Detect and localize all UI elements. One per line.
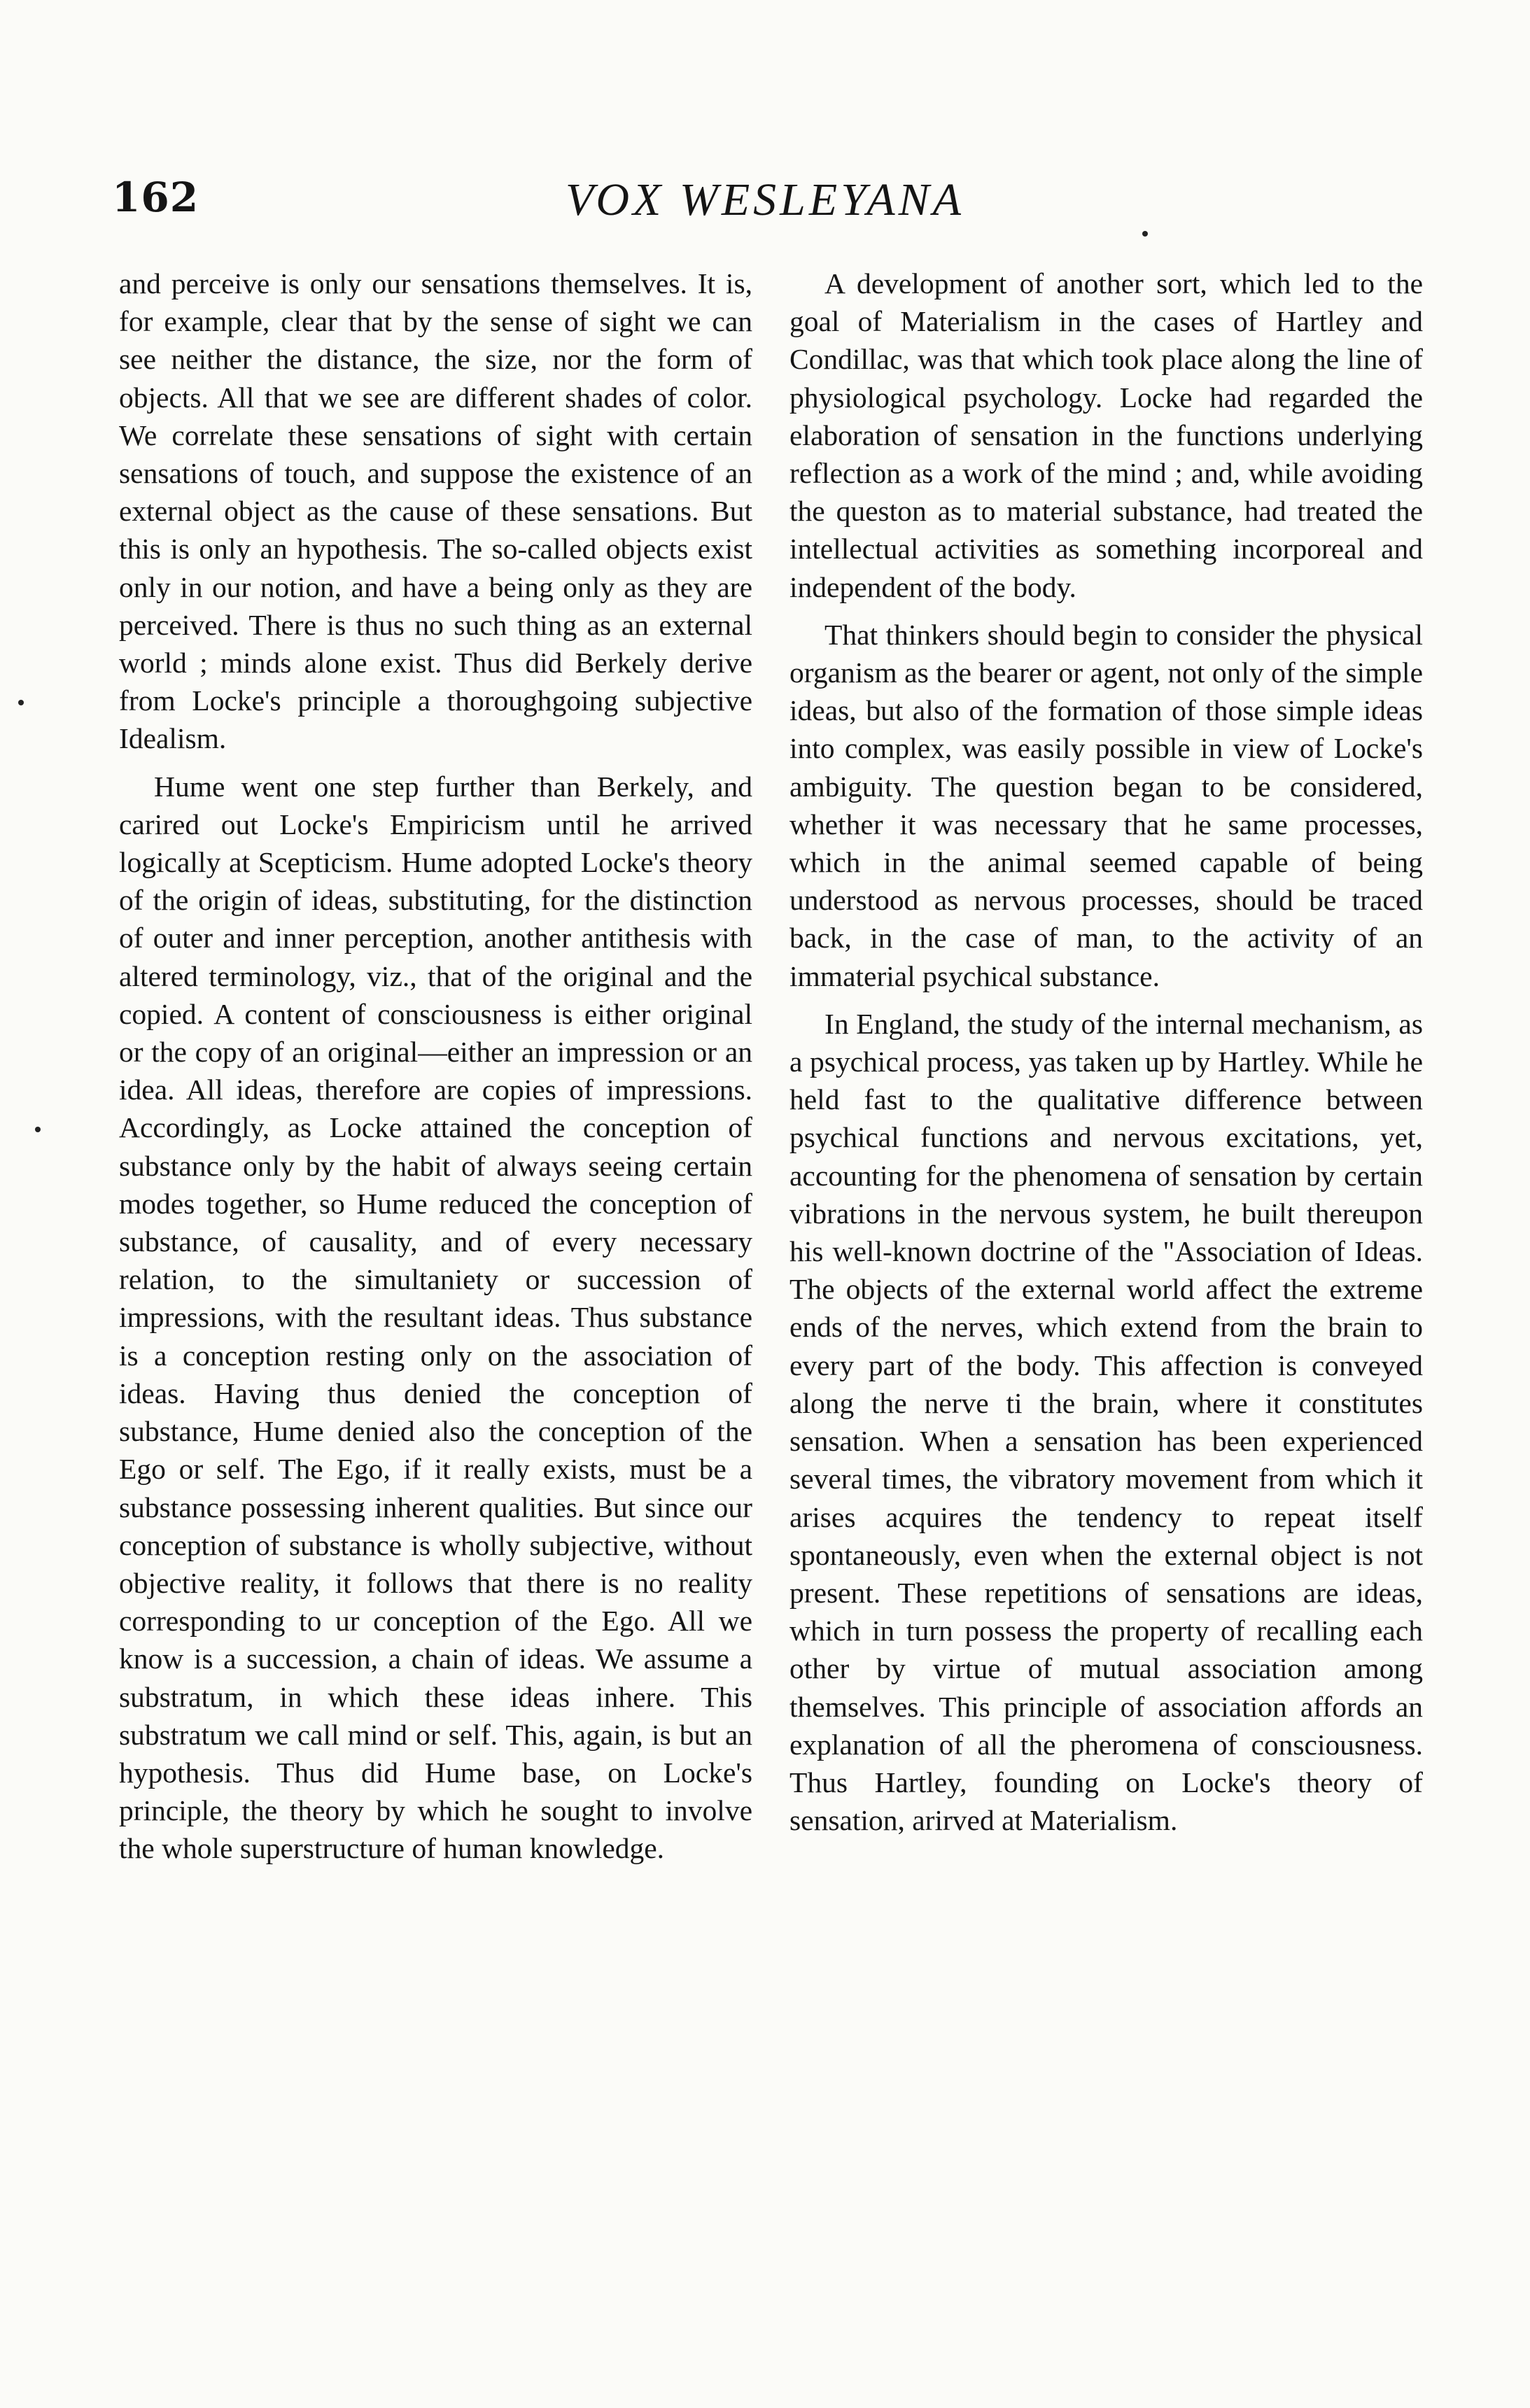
left-column <box>119 265 752 1878</box>
print-speck <box>1142 231 1148 237</box>
paragraph: A development of another sort, which led to the goal of Materialism in the cases of Hartley and Condillac, was that which took place along the line of physiological psychology. Locke had regarded the elaboration of sensation in the functions underlying reflection as a work of the mind ; and, while avoiding the queston as to material substance, had treated the intellectual activities as something incorporeal and independent of the body. <box>789 267 1423 603</box>
paragraph: That thinkers should begin to consider the physical organism as the bearer or agent, not only of the simple ideas, but also of the formation of those simple ideas into complex, was easily possible in view of Locke's ambiguity. The question began to be considered, whether it was necessary that he same processes, which in the animal seemed capable of being understood as nervous processes, should be traced back, in the case of man, to the activity of an immaterial psychical substance. <box>789 618 1423 992</box>
print-speck <box>35 1127 41 1132</box>
print-speck <box>18 700 24 705</box>
page-number: 162 <box>112 174 199 221</box>
right-column <box>789 265 1423 1849</box>
paragraph: Hume went one step further than Berkely, and carired out Locke's Empiricism until he arrived logically at Scepticism. Hume adopted Locke's theory of the origin of ideas, substituting, for the distinction of outer and inner perception, another antithesis with altered terminology, viz., that of the original and the copied. A content of consciousness is either original or the copy of an original—either an impression or an idea. All ideas, therefore are copies of impressions. Accordingly, as Locke attained the conception of substance only by the habit of always seeing certain modes together, so Hume reduced the conception of substance, of causality, and of every necessary relation, to the simultaniety or succession of impressions, with the resultant ideas. Thus substance is a conception resting only on the association of ideas. Having thus denied the conception of substance, Hume denied also the conception of the Ego or self. The Ego, if it really exists, must be a substance possessing inherent qualities. But since our conception of substance is wholly subjective, without objective reality, it follows that there is no reality corresponding to ur conception of the Ego. All we know is a succession, a chain of ideas. We assume a substratum, in which these ideas inhere. This substratum we call mind or self. This, again, is but an hypothesis. Thus did Hume base, on Locke's principle, the theory by which he sought to involve the whole superstructure of human knowledge. <box>119 770 752 1865</box>
paragraph: In England, the study of the internal mechanism, as a psychical process, yas taken up by Hartley. While he held fast to the qualitative difference between psychical functions and nervous excitations, yet, accounting for the phenomena of sensation by certain vibrations in the nervous system, he built thereupon his well-known doctrine of the "Association of Ideas. The objects of the external world affect the extreme ends of the nerves, which extend from the brain to every part of the body. This affection is conveyed along the nerve ti the brain, where it constitutes sensation. When a sensation has been experienced several times, the vibratory movement from which it arises acquires the tendency to repeat itself spontaneously, even when the external object is not present. These repetitions of sensations are ideas, which in turn possess the property of recalling each other by virtue of mutual association among themselves. This principle of association affords an explanation of all the pheromena of consciousness. Thus Hartley, founding on Locke's theory of sensation, arirved at Materialism. <box>789 1007 1423 1837</box>
paragraph: and perceive is only our sensations themselves. It is, for example, clear that by the sense of sight we can see neither the distance, the size, nor the form of objects. All that we see are different shades of color. We correlate these sensations of sight with certain sensations of touch, and suppose the existence of an external object as the cause of these sensations. But this is only an hypothesis. The so-called objects exist only in our notion, and have a being only as they are perceived. There is thus no such thing as an external world ; minds alone exist. Thus did Berkely derive from Locke's principle a thoroughgoing subjective Idealism. <box>119 267 752 755</box>
running-title: VOX WESLEYANA <box>566 174 964 225</box>
